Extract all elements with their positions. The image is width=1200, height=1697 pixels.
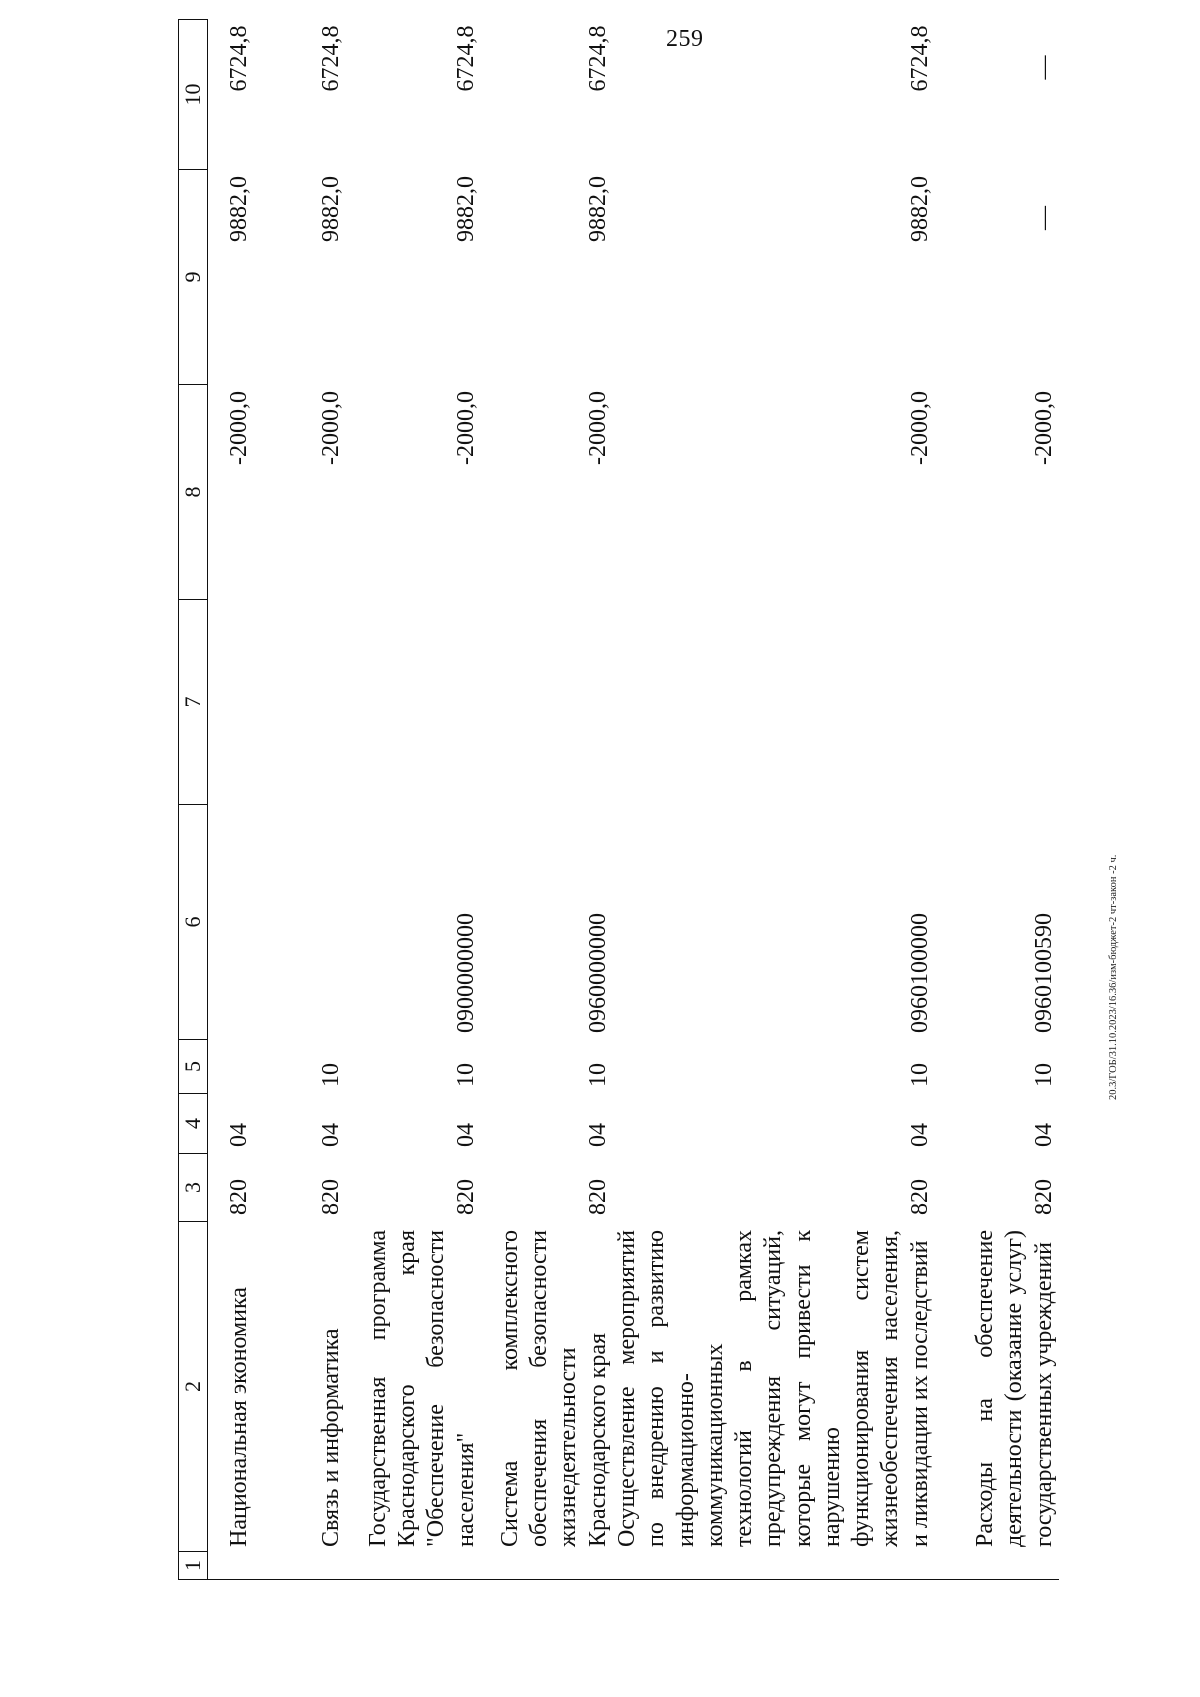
cell-col-1 [481, 1552, 613, 1580]
cell-c7 [208, 600, 255, 805]
cell-c10: 6724,8 [225, 25, 252, 92]
cell-c6 [208, 805, 255, 1040]
cell-c6 [254, 805, 346, 1040]
cell-c7 [613, 600, 935, 805]
header-col-10: 10 [179, 20, 208, 170]
cell-c6: 0960000000 [584, 913, 611, 1033]
cell-c8: -2000,0 [317, 391, 344, 465]
cell-c7 [935, 600, 1059, 805]
rotated-table-wrapper [178, 20, 1057, 1580]
cell-c4: 04 [584, 1123, 611, 1147]
cell-c6: 0960100000 [906, 913, 933, 1033]
cell-c10: 6724,8 [317, 25, 344, 92]
cell-c5: 10 [1030, 1063, 1057, 1087]
cell-c7 [254, 600, 346, 805]
cell-c5: 10 [452, 1063, 479, 1087]
cell-c6: 0900000000 [452, 913, 479, 1033]
table-row [208, 20, 255, 1580]
cell-c3: 820 [584, 1179, 611, 1215]
table-row [613, 20, 935, 1580]
cell-c3: 820 [906, 1179, 933, 1215]
table-row [346, 20, 481, 1580]
header-col-5: 5 [179, 1040, 208, 1094]
cell-c10: 6724,8 [906, 25, 933, 92]
cell-c9: 9882,0 [317, 176, 344, 242]
header-col-4: 4 [179, 1094, 208, 1154]
cell-col-1 [208, 1552, 255, 1580]
cell-c3: 820 [317, 1179, 344, 1215]
cell-c7 [346, 600, 481, 805]
cell-c10: — [1030, 55, 1057, 80]
cell-c4: 04 [317, 1123, 344, 1147]
cell-c6: 0960100590 [1030, 913, 1057, 1033]
cell-c8: -2000,0 [906, 391, 933, 465]
cell-c8: -2000,0 [1030, 391, 1057, 465]
document-footer-code: 20.3/ГОБ/31.10.2023/16.36/изм-бюджет-2 чт-закон -2 ч. [1108, 854, 1119, 1100]
row-name: Осуществление мероприятий по внедрению и развитию информационно-коммуникационных технологий в рамках предупреждения ситуаций, которые могут привести к нарушению функционирования систем жизнеобеспечения населения, и ликвидации их последствий [614, 1230, 933, 1547]
cell-c8: -2000,0 [452, 391, 479, 465]
cell-c5 [208, 1040, 255, 1094]
table-header [179, 20, 208, 1580]
cell-c9: 9882,0 [452, 176, 479, 242]
cell-col-1 [613, 1552, 935, 1580]
table-row [935, 20, 1059, 1580]
cell-c9: 9882,0 [584, 176, 611, 242]
header-col-3: 3 [179, 1154, 208, 1222]
cell-col-1 [346, 1552, 481, 1580]
budget-table [178, 19, 1059, 1580]
cell-col-1 [935, 1552, 1059, 1580]
cell-c9: — [1030, 206, 1057, 230]
cell-c4: 04 [1030, 1123, 1057, 1147]
page-number: 259 [666, 26, 704, 52]
cell-c8: -2000,0 [584, 391, 611, 465]
cell-col-1 [254, 1552, 346, 1580]
cell-c5: 10 [906, 1063, 933, 1087]
row-name: Расходы на обеспечение деятельности (оказание услуг) государственных учреждений [972, 1230, 1057, 1547]
cell-c9: 9882,0 [225, 176, 252, 242]
cell-c5: 10 [317, 1063, 344, 1087]
cell-c4: 04 [906, 1123, 933, 1147]
cell-c4: 04 [225, 1123, 252, 1147]
cell-c5: 10 [584, 1063, 611, 1087]
row-name: Национальная экономика [225, 1287, 252, 1547]
header-col-9: 9 [179, 170, 208, 385]
cell-c3: 820 [452, 1179, 479, 1215]
table-row [254, 20, 346, 1580]
cell-c10: 6724,8 [584, 25, 611, 92]
cell-c8: -2000,0 [225, 391, 252, 465]
row-name: Государственная программа Краснодарского края "Обеспечение безопасности населения" [364, 1230, 479, 1547]
cell-c7 [481, 600, 613, 805]
table-row [481, 20, 613, 1580]
header-col-8: 8 [179, 385, 208, 600]
cell-c3: 820 [225, 1179, 252, 1215]
cell-c4: 04 [452, 1123, 479, 1147]
cell-c3: 820 [1030, 1179, 1057, 1215]
row-name: Система комплексного обеспечения безопасности жизнедеятельности Краснодарского края [496, 1230, 611, 1547]
row-name: Связь и информатика [317, 1328, 344, 1547]
cell-c10: 6724,8 [452, 25, 479, 92]
header-col-7: 7 [179, 600, 208, 805]
header-col-1: 1 [179, 1552, 208, 1580]
cell-c9: 9882,0 [906, 176, 933, 242]
header-col-2: 2 [179, 1222, 208, 1552]
header-col-6: 6 [179, 805, 208, 1040]
